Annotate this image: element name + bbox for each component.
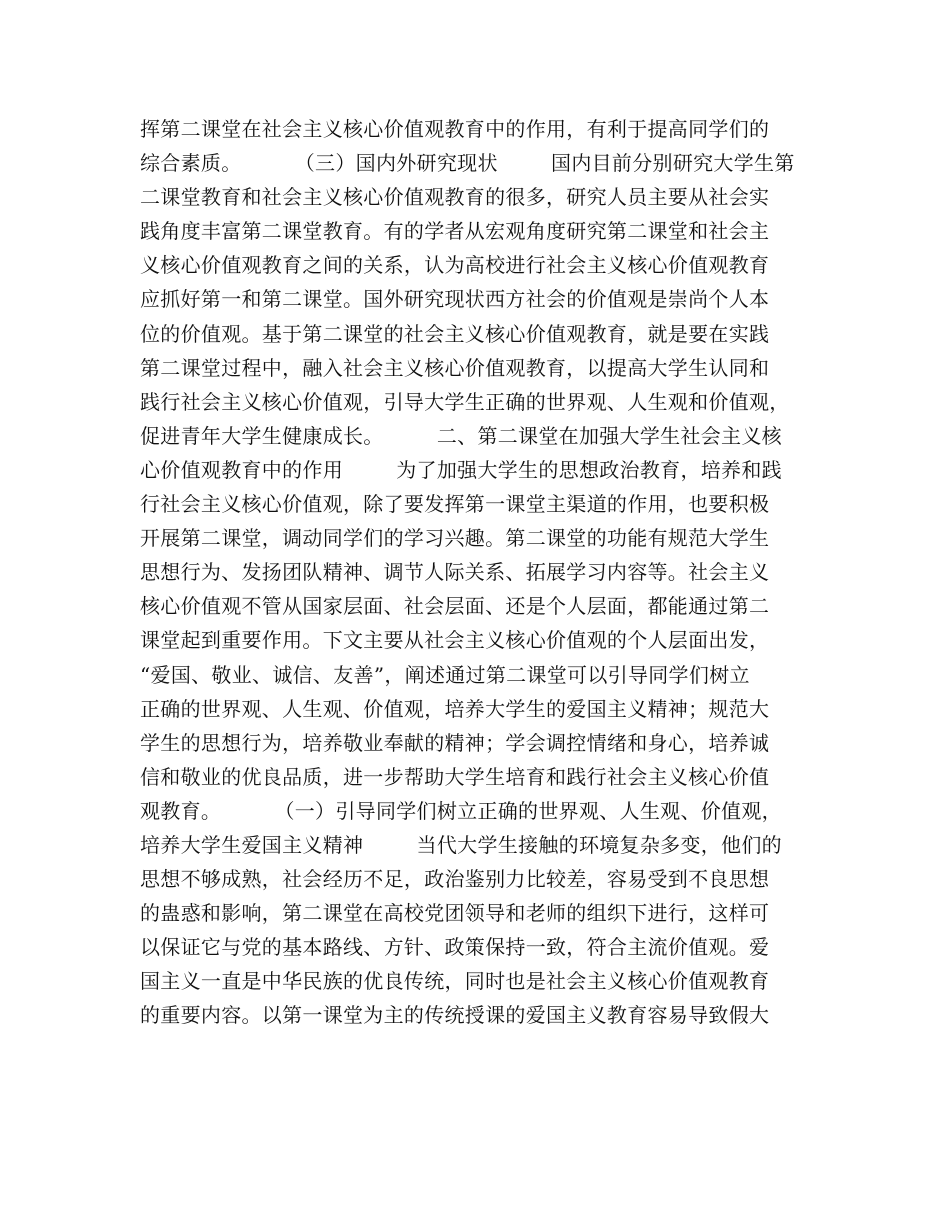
text-line: 二课堂教育和社会主义核心价值观教育的很多，研究人员主要从社会实 bbox=[140, 185, 770, 210]
text-line: 核心价值观不管从国家层面、社会层面、还是个人层面，都能通过第二 bbox=[140, 594, 770, 619]
text-line: 应抓好第一和第二课堂。国外研究现状西方社会的价值观是崇尚个人本 bbox=[140, 287, 770, 312]
text-line: 挥第二课堂在社会主义核心价值观教育中的作用，有利于提高同学们的 bbox=[140, 117, 770, 141]
text-line: 第二课堂过程中，融入社会主义核心价值观教育，以提高大学生认同和 bbox=[140, 355, 770, 380]
text-line: “爱国、敬业、诚信、友善”，阐述通过第二课堂可以引导同学们树立 bbox=[140, 662, 750, 687]
text-line: 综合素质。 （三）国内外研究现状 国内目前分别研究大学生第 bbox=[140, 151, 795, 176]
text-line: 课堂起到重要作用。下文主要从社会主义核心价值观的个人层面出发， bbox=[140, 628, 770, 653]
text-line: 观教育。 （一）引导同学们树立正确的世界观、人生观、价值观， bbox=[140, 798, 782, 823]
text-line: 以保证它与党的基本路线、方针、政策保持一致，符合主流价值观。爱 bbox=[140, 935, 770, 960]
text-line: 开展第二课堂，调动同学们的学习兴趣。第二课堂的功能有规范大学生 bbox=[140, 526, 770, 551]
text-line: 信和敬业的优良品质，进一步帮助大学生培育和践行社会主义核心价值 bbox=[140, 764, 770, 789]
text-line: 思想不够成熟，社会经历不足，政治鉴别力比较差，容易受到不良思想 bbox=[140, 867, 770, 892]
text-line: 思想行为、发扬团队精神、调节人际关系、拓展学习内容等。社会主义 bbox=[140, 560, 770, 585]
text-line: 学生的思想行为，培养敬业奉献的精神；学会调控情绪和身心，培养诚 bbox=[140, 730, 770, 755]
text-line: 心价值观教育中的作用 为了加强大学生的思想政治教育，培养和践 bbox=[140, 457, 782, 482]
text-line: 践角度丰富第二课堂教育。有的学者从宏观角度研究第二课堂和社会主 bbox=[140, 219, 770, 244]
text-line: 位的价值观。基于第二课堂的社会主义核心价值观教育，就是要在实践 bbox=[140, 321, 770, 346]
text-line: 的重要内容。以第一课堂为主的传统授课的爱国主义教育容易导致假大 bbox=[140, 1003, 770, 1028]
text-line: 践行社会主义核心价值观，引导大学生正确的世界观、人生观和价值观， bbox=[140, 389, 790, 414]
text-line: 国主义一直是中华民族的优良传统，同时也是社会主义核心价值观教育 bbox=[140, 969, 770, 994]
body-text bbox=[140, 112, 820, 1033]
text-line: 培养大学生爱国主义精神 当代大学生接触的环境复杂多变，他们的 bbox=[140, 832, 782, 857]
text-line: 的蛊惑和影响，第二课堂在高校党团领导和老师的组织下进行，这样可 bbox=[140, 901, 770, 926]
text-line: 正确的世界观、人生观、价值观，培养大学生的爱国主义精神；规范大 bbox=[140, 696, 770, 721]
text-line: 行社会主义核心价值观，除了要发挥第一课堂主渠道的作用，也要积极 bbox=[140, 492, 770, 517]
text-line: 促进青年大学生健康成长。 二、第二课堂在加强大学生社会主义核 bbox=[140, 423, 782, 448]
text-line: 义核心价值观教育之间的关系，认为高校进行社会主义核心价值观教育 bbox=[140, 253, 770, 278]
